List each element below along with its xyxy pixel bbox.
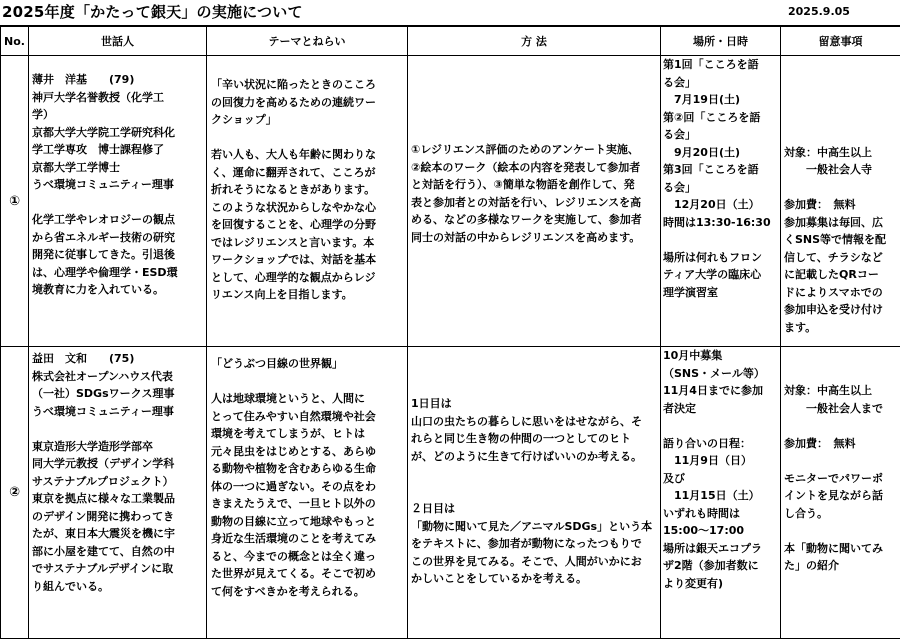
cell-text-line: [784, 74, 900, 92]
cell-text-line: れらと同じ生き物の仲間の一つとしてのヒト: [411, 432, 631, 445]
cell-text-line: のデザイン開発に携わってき: [32, 509, 175, 523]
cell-text-line: この世界を見てみる。そこで、人間がいかにお: [411, 554, 642, 568]
cell-text-line: 第②回「こころを語: [663, 110, 761, 124]
cell-text-line: 理学演習室: [663, 285, 718, 299]
cell-text-line: 化学工学やレオロジーの観点: [32, 213, 175, 226]
cell-text-line: 対象：中高生以上: [784, 384, 872, 397]
cell-text-line: 12月20日（土）: [663, 198, 760, 211]
cell-text-line: 動物の目線に立って地球やもっと: [211, 514, 376, 528]
cell-text-line: ②絵本のワーク（絵本の内容を発表して参加者: [411, 160, 641, 174]
cell-text-line: 参加費： 無料: [784, 198, 856, 211]
cell-text-line: （SNS・メール等）: [663, 366, 765, 380]
cell-text-line: より変更有): [663, 576, 724, 590]
cell-text-line: 人は地球環境というと、人間に: [211, 392, 365, 405]
cell-text-line: は、心理学や倫理学・ESD環: [32, 265, 178, 279]
method-cell: [408, 56, 661, 347]
cell-text-line: 7月19日(土): [663, 93, 741, 106]
cell-text-line: 「辛い状況に陥ったときのこころ: [211, 78, 376, 91]
cell-text-line: サステナブルプロジェクト）: [32, 474, 174, 488]
cell-text-line: いずれも時間は: [663, 506, 740, 520]
cell-text-line: る会」: [663, 180, 696, 194]
page-title: 2025年度「かたって銀天」の実施について: [2, 3, 303, 21]
document-date: 2025.9.05: [788, 5, 850, 18]
cell-text-line: [784, 452, 900, 470]
cell-text-line: 神戸大学名誉教授（化学工: [32, 90, 164, 104]
cell-text-line: 参加申込を受け付け: [784, 303, 883, 316]
cell-text-line: 開発に従事してきた。引退後: [32, 248, 175, 261]
cell-text-line: 「どうぶつ目線の世界観」: [211, 357, 343, 370]
cell-text-line: として、心理学的な観点からレジ: [211, 270, 376, 284]
cell-text-line: [784, 126, 900, 144]
cell-text-line: をテキストに、参加者が動物になったつもりで: [411, 537, 642, 550]
cell-text-line: [411, 465, 660, 483]
cell-text-line: 11月9日（日）: [663, 454, 752, 467]
cell-text-line: ると、今までの概念とは全く違っ: [211, 549, 376, 563]
cell-text-line: ①レジリエンス評価のためのアンケート実施、: [411, 143, 639, 156]
cell-text-line: 京都大学大学院工学研究科化: [32, 125, 175, 139]
cell-text-line: と対話を行う）、③簡単な物語を創作して、発: [411, 178, 635, 191]
cell-text-line: 表と参加者との対話を行い、レジリエンスを高: [411, 195, 642, 209]
cell-text-line: 「動物に聞いて見た／アニマルSDGs」という本: [411, 519, 653, 533]
cell-text-line: 11月4日までに参加: [663, 384, 763, 397]
cell-text-line: 参加費： 無料: [784, 436, 856, 450]
cell-text-line: とって住みやすい自然環境や社会: [211, 409, 376, 423]
cell-text-line: を回復することを、心理学の分野: [211, 218, 376, 231]
cell-text-line: ２日目は: [411, 502, 455, 515]
cell-text-line: 京都大学工学博士: [32, 160, 120, 174]
cell-text-line: が、どのように生きて行けばいいのか考える。: [411, 449, 642, 463]
cell-text-line: る動物や植物を含むあらゆる生命: [211, 462, 376, 475]
cell-text-line: 東京造形大学造形学部卒: [32, 439, 153, 453]
cell-text-line: て何をすべきかを考えられる。: [211, 584, 365, 598]
cell-text-line: 薄井 洋基 (79): [32, 73, 135, 86]
cell-text-line: める、などの多様なワークを実施して、参加者: [411, 213, 642, 226]
cell-text-line: 体の一つに過ぎない。その点をわ: [211, 479, 376, 493]
cell-text-line: 10月中募集: [663, 349, 723, 362]
cell-text-line: 本「動物に聞いてみ: [784, 541, 883, 555]
schedule-table: [0, 26, 900, 639]
header-host: 世話人: [29, 27, 207, 56]
cell-text-line: （一社）SDGsワークス理事: [32, 387, 175, 400]
cell-text-line: の回復力を高めるための連続ワー: [211, 95, 376, 109]
cell-text-line: 同大学元教授（デザイン学科: [32, 457, 175, 470]
cell-text-line: [32, 194, 206, 212]
place-cell: [661, 347, 781, 639]
cell-text-line: [784, 417, 900, 435]
cell-text-line: 者決定: [663, 401, 696, 415]
cell-text-line: に記載したQRコー: [784, 268, 879, 281]
cell-text-line: [32, 420, 206, 438]
cell-text-line: [411, 483, 660, 501]
cell-text-line: 部に小屋を建てて、自然の中: [32, 544, 175, 558]
cell-text-line: [211, 129, 407, 147]
header-theme: テーマとねらい: [207, 27, 408, 56]
cell-text-line: [784, 109, 900, 127]
cell-text-line: 第1回「こころを語: [663, 58, 759, 71]
cell-text-line: 身近な生活環境のことを考えてみ: [211, 532, 376, 545]
cell-text-line: 信して、チラシなど: [784, 250, 883, 264]
cell-text-line: ワークショップでは、対話を基本: [211, 253, 377, 266]
place-cell: [661, 56, 781, 347]
cell-text-line: モニターでパワーポ: [784, 471, 883, 485]
cell-text-line: 参加募集は毎回、広: [784, 215, 883, 229]
host-cell: [29, 347, 207, 639]
cell-text-line: [663, 417, 780, 435]
cell-text-line: [784, 56, 900, 74]
cell-text-line: 東京を拠点に様々な工業製品: [32, 492, 175, 505]
cell-text-line: ザ2階（参加者数に: [663, 559, 759, 572]
cell-text-line: [784, 347, 900, 365]
cell-text-line: 語り合いの日程：: [663, 436, 751, 450]
row-number: ①: [1, 56, 29, 347]
header-place: 場所・日時: [661, 27, 781, 56]
cell-text-line: うべ環境コミュニティー理事: [32, 178, 174, 191]
cell-text-line: り組んでいる。: [32, 579, 109, 593]
cell-text-line: 11月15日（土）: [663, 489, 760, 502]
cell-text-line: 場所は銀天エコプラ: [663, 541, 762, 555]
cell-text-line: 山口の虫たちの暮らしに思いをはせながら、そ: [411, 414, 642, 428]
cell-text-line: くSNS等で情報を配: [784, 233, 887, 246]
cell-text-line: イントを見ながら話: [784, 489, 883, 502]
cell-text-line: このような状況からしなやかな心: [211, 200, 376, 214]
cell-text-line: る会」: [663, 75, 696, 89]
notes-cell: [781, 347, 900, 639]
method-cell: [408, 347, 661, 639]
cell-text-line: く、運命に翻弄されて、こころが: [211, 165, 376, 179]
cell-text-line: 第3回「こころを語: [663, 163, 759, 176]
cell-text-line: [784, 365, 900, 383]
cell-text-line: 時間は13:30-16:30: [663, 215, 771, 229]
cell-text-line: 場所は何れもフロン: [663, 250, 762, 264]
cell-text-line: 学）: [32, 108, 54, 121]
cell-text-line: [784, 522, 900, 540]
host-cell: [29, 56, 207, 347]
cell-text-line: 及び: [663, 471, 685, 485]
cell-text-line: から省エネルギー技術の研究: [32, 230, 175, 244]
theme-cell: [207, 56, 408, 347]
cell-text-line: [784, 91, 900, 109]
cell-text-line: [663, 231, 780, 249]
header-row: [1, 27, 900, 56]
cell-text-line: [211, 373, 407, 391]
cell-text-line: た世界が見えてくる。そこで初め: [211, 567, 376, 580]
cell-text-line: 折れそうになるときがあります。: [211, 183, 376, 196]
cell-text-line: 同士の対話の中からレジリエンスを高めます。: [411, 230, 641, 244]
cell-text-line: 一般社会人まで: [784, 401, 883, 415]
header-method: 方 法: [408, 27, 661, 56]
cell-text-line: かしいことをしているかを考える。: [411, 572, 587, 585]
cell-text-line: 株式会社オープンハウス代表: [32, 369, 173, 383]
cell-text-line: うべ環境コミュニティー理事: [32, 404, 174, 418]
cell-text-line: ではレジリエンスと言います。本: [211, 235, 375, 249]
cell-text-line: ティア大学の臨床心: [663, 268, 762, 281]
cell-text-line: た」の紹介: [784, 559, 839, 572]
cell-text-line: 境教育に力を入れている。: [32, 283, 164, 296]
header-no: No.: [1, 27, 29, 56]
header-notes: 留意事項: [781, 27, 900, 56]
cell-text-line: クショップ」: [211, 113, 277, 126]
cell-text-line: [784, 179, 900, 197]
cell-text-line: し合う。: [784, 506, 828, 520]
cell-text-line: ます。: [784, 320, 817, 334]
cell-text-line: ドによりスマホでの: [784, 285, 883, 299]
cell-text-line: 1日目は: [411, 397, 452, 410]
theme-cell: [207, 347, 408, 639]
cell-text-line: でサステナブルデザインに取: [32, 562, 174, 575]
table-row: [1, 56, 900, 347]
cell-text-line: 若い人も、大人も年齢に関わりな: [211, 148, 376, 161]
row-number: ②: [1, 347, 29, 639]
table-row: [1, 347, 900, 639]
cell-text-line: 益田 文和 (75): [32, 352, 135, 365]
cell-text-line: きまえたうえで、一旦ヒト以外の: [211, 497, 376, 510]
cell-text-line: 15:00～17:00: [663, 524, 745, 537]
cell-text-line: る会」: [663, 128, 696, 141]
cell-text-line: 対象：中高生以上: [784, 145, 872, 159]
notes-cell: [781, 56, 900, 347]
cell-text-line: 元々昆虫をはじめとする、あらゆ: [211, 444, 376, 458]
cell-text-line: リエンス向上を目指します。: [211, 288, 353, 301]
cell-text-line: たが、東日本大震災を機に宇: [32, 527, 175, 540]
cell-text-line: 学工学専攻 博士課程修了: [32, 143, 164, 156]
cell-text-line: 環境を考えてしまうが、ヒトは: [211, 427, 365, 440]
cell-text-line: 9月20日(土): [663, 145, 741, 159]
cell-text-line: 一般社会人寺: [784, 163, 872, 176]
